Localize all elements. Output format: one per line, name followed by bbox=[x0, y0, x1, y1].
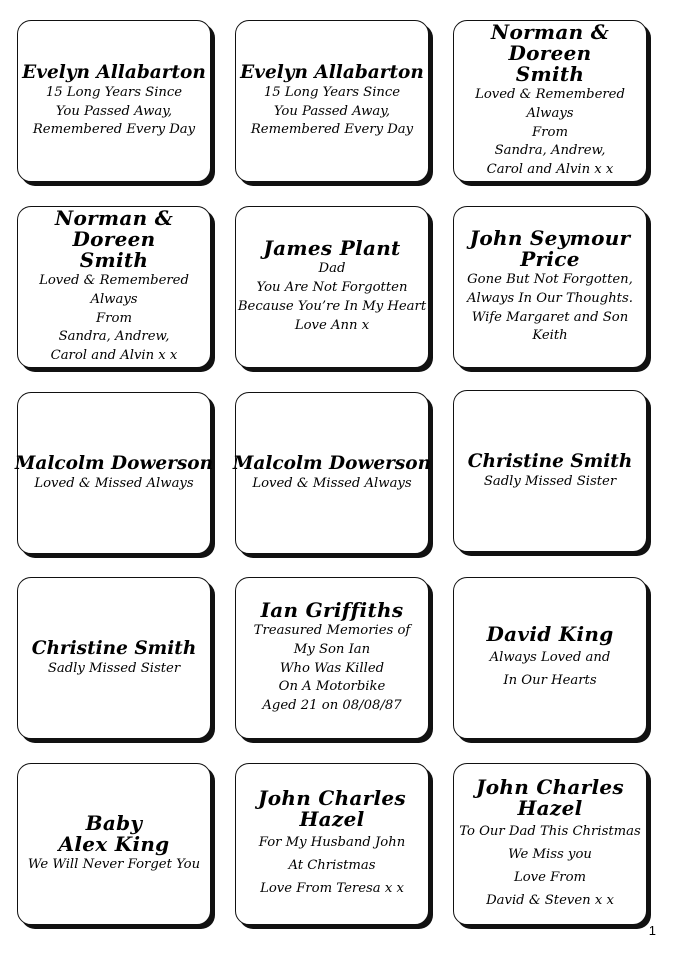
label-message: Loved & Missed Always bbox=[252, 475, 412, 491]
label-name: John Charles Hazel bbox=[476, 774, 624, 820]
memorial-label bbox=[453, 206, 647, 368]
label-message: Always Loved and In Our Hearts bbox=[489, 650, 611, 688]
label-message: 15 Long Years Since You Passed Away, Remembered Every Day bbox=[250, 84, 414, 138]
memorial-label bbox=[17, 20, 211, 182]
label-name: James Plant bbox=[263, 236, 401, 261]
memorial-label bbox=[14, 392, 214, 554]
label-message: Loved & Remembered Always From Sandra, Andrew, Carol and Alvin x x bbox=[39, 273, 189, 364]
memorial-label bbox=[17, 577, 211, 739]
label-name: Malcolm Dowerson bbox=[14, 452, 214, 474]
label-message: For My Husband John At Christmas Love From Teresa x x bbox=[258, 835, 406, 896]
label-name: Ian Griffiths bbox=[260, 598, 404, 622]
label-name: Malcolm Dowerson bbox=[232, 452, 432, 474]
label-name: John Charles Hazel bbox=[258, 786, 406, 831]
memorial-label bbox=[232, 392, 432, 554]
label-message: 15 Long Years Since You Passed Away, Remembered Every Day bbox=[32, 84, 196, 138]
label-message: Dad You Are Not Forgotten Because You’re In My Heart Love Ann x bbox=[237, 261, 427, 333]
label-message: To Our Dad This Christmas We Miss you Love From David & Steven x x bbox=[459, 823, 641, 908]
label-message: We Will Never Forget You bbox=[27, 857, 201, 873]
label-message: Loved & Remembered Always From Sandra, Andrew, Carol and Alvin x x bbox=[475, 87, 625, 178]
memorial-label bbox=[235, 20, 429, 182]
label-name: Norman & Doreen Smith bbox=[54, 206, 174, 272]
label-name: Norman & Doreen Smith bbox=[490, 20, 610, 86]
label-name: Christine Smith bbox=[31, 637, 197, 659]
memorial-label bbox=[235, 206, 429, 368]
memorial-label bbox=[453, 390, 647, 552]
label-name: Baby Alex King bbox=[58, 811, 170, 857]
label-message: Treasured Memories of My Son Ian Who Was Killed On A Motorbike Aged 21 on 08/08/87 bbox=[253, 623, 411, 714]
label-message: Gone But Not Forgotten, Always In Our Thoughts. Wife Margaret and Son Keith bbox=[467, 271, 633, 344]
memorial-label bbox=[17, 206, 211, 368]
memorial-label bbox=[235, 763, 429, 925]
label-name: David King bbox=[486, 622, 614, 646]
label-message: Loved & Missed Always bbox=[34, 475, 194, 491]
label-name: Evelyn Allabarton bbox=[240, 61, 424, 83]
memorial-label bbox=[17, 763, 211, 925]
memorial-label bbox=[235, 577, 429, 739]
memorial-label bbox=[453, 577, 647, 739]
page-number: 1 bbox=[648, 923, 656, 938]
memorial-label bbox=[453, 763, 647, 925]
label-message: Sadly Missed Sister bbox=[483, 473, 617, 489]
label-name: John Seymour Price bbox=[469, 225, 631, 271]
label-message: Sadly Missed Sister bbox=[47, 660, 181, 676]
label-name: Christine Smith bbox=[467, 450, 633, 472]
label-name: Evelyn Allabarton bbox=[22, 61, 206, 83]
memorial-label bbox=[453, 20, 647, 182]
